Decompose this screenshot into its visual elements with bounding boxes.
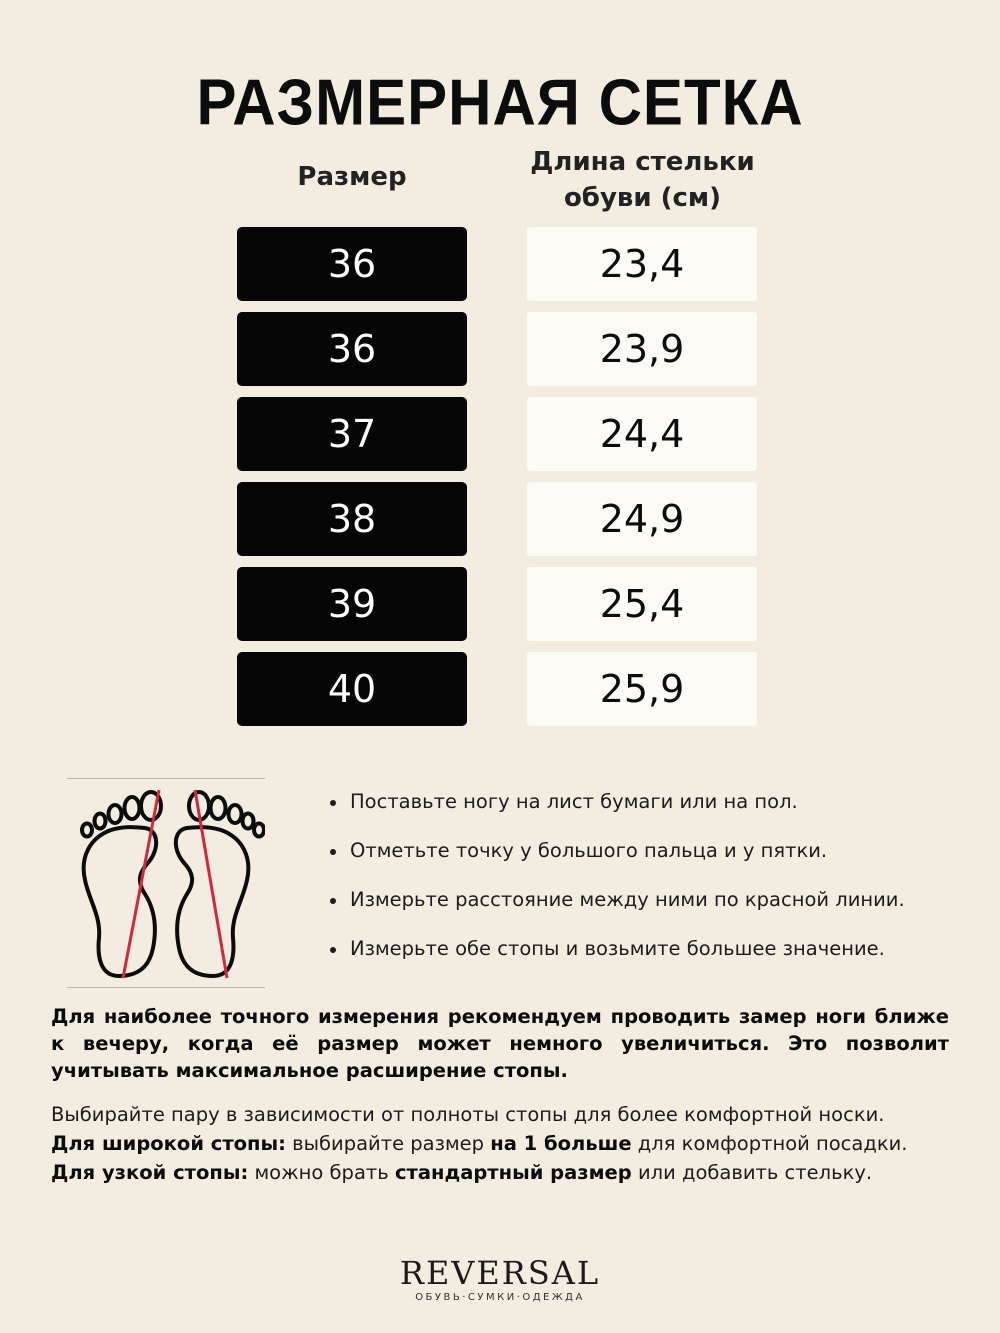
wide-foot-label: Для широкой стопы:	[51, 1132, 286, 1155]
bullet-icon	[330, 898, 336, 904]
size-cell: 40	[237, 652, 467, 726]
size-cell: 36	[237, 312, 467, 386]
footprint-left-icon	[82, 792, 161, 976]
step-text: Отметьте точку у большого пальца и у пятки.	[350, 839, 828, 862]
wide-foot-tip	[51, 1129, 971, 1158]
length-header-line2: обуви (см)	[563, 183, 722, 213]
fit-recommendations	[51, 1100, 971, 1187]
bullet-icon	[330, 849, 336, 855]
fit-intro: Выбирайте пару в зависимости от полноты стопы для более комфортной носки.	[51, 1103, 885, 1126]
length-header-line1: Длина стельки	[530, 147, 755, 177]
length-cell: 23,4	[527, 227, 757, 301]
narrow-foot-emphasis: стандартный размер	[394, 1161, 632, 1184]
narrow-foot-text: можно брать	[248, 1161, 395, 1184]
list-item	[330, 888, 905, 937]
page-title: РАЗМЕРНАЯ СЕТКА	[196, 66, 804, 139]
wide-foot-text-end: для комфортной посадки.	[631, 1132, 908, 1155]
length-cell: 24,9	[527, 482, 757, 556]
length-cell: 25,4	[527, 567, 757, 641]
narrow-foot-label: Для узкой стопы:	[51, 1161, 249, 1184]
list-item	[330, 839, 905, 888]
narrow-foot-text-end: или добавить стельку.	[631, 1161, 873, 1184]
list-item	[330, 937, 905, 986]
brand-logo: REVERSAL	[399, 1254, 601, 1292]
step-text: Поставьте ногу на лист бумаги или на пол.	[350, 790, 798, 813]
size-cell: 38	[237, 482, 467, 556]
length-cell: 23,9	[527, 312, 757, 386]
bullet-icon	[330, 947, 336, 953]
size-cell: 36	[237, 227, 467, 301]
foot-measure-illustration	[67, 778, 265, 988]
length-cell: 25,9	[527, 652, 757, 726]
wide-foot-text: выбирайте размер	[285, 1132, 491, 1155]
length-cell: 24,4	[527, 397, 757, 471]
size-cell: 37	[237, 397, 467, 471]
wide-foot-emphasis: на 1 больше	[490, 1132, 632, 1155]
bullet-icon	[330, 800, 336, 806]
size-column-header: Размер	[297, 162, 407, 192]
brand-tagline: ОБУВЬ·СУМКИ·ОДЕЖДА	[415, 1292, 585, 1303]
size-cell: 39	[237, 567, 467, 641]
measurement-advice: Для наиболее точного измерения рекомендуем проводить замер ноги ближе к вечеру, когда её размер может немного увеличиться. Это позволит учитывать максимальное расширение стопы.	[51, 1005, 949, 1082]
step-text: Измерьте обе стопы и возьмите большее значение.	[350, 937, 885, 960]
measurement-steps	[330, 790, 905, 986]
length-column-header	[510, 144, 775, 216]
step-text: Измерьте расстояние между ними по красной линии.	[350, 888, 905, 911]
footprint-right-icon	[176, 792, 264, 976]
list-item	[330, 790, 905, 839]
narrow-foot-tip	[51, 1158, 971, 1187]
